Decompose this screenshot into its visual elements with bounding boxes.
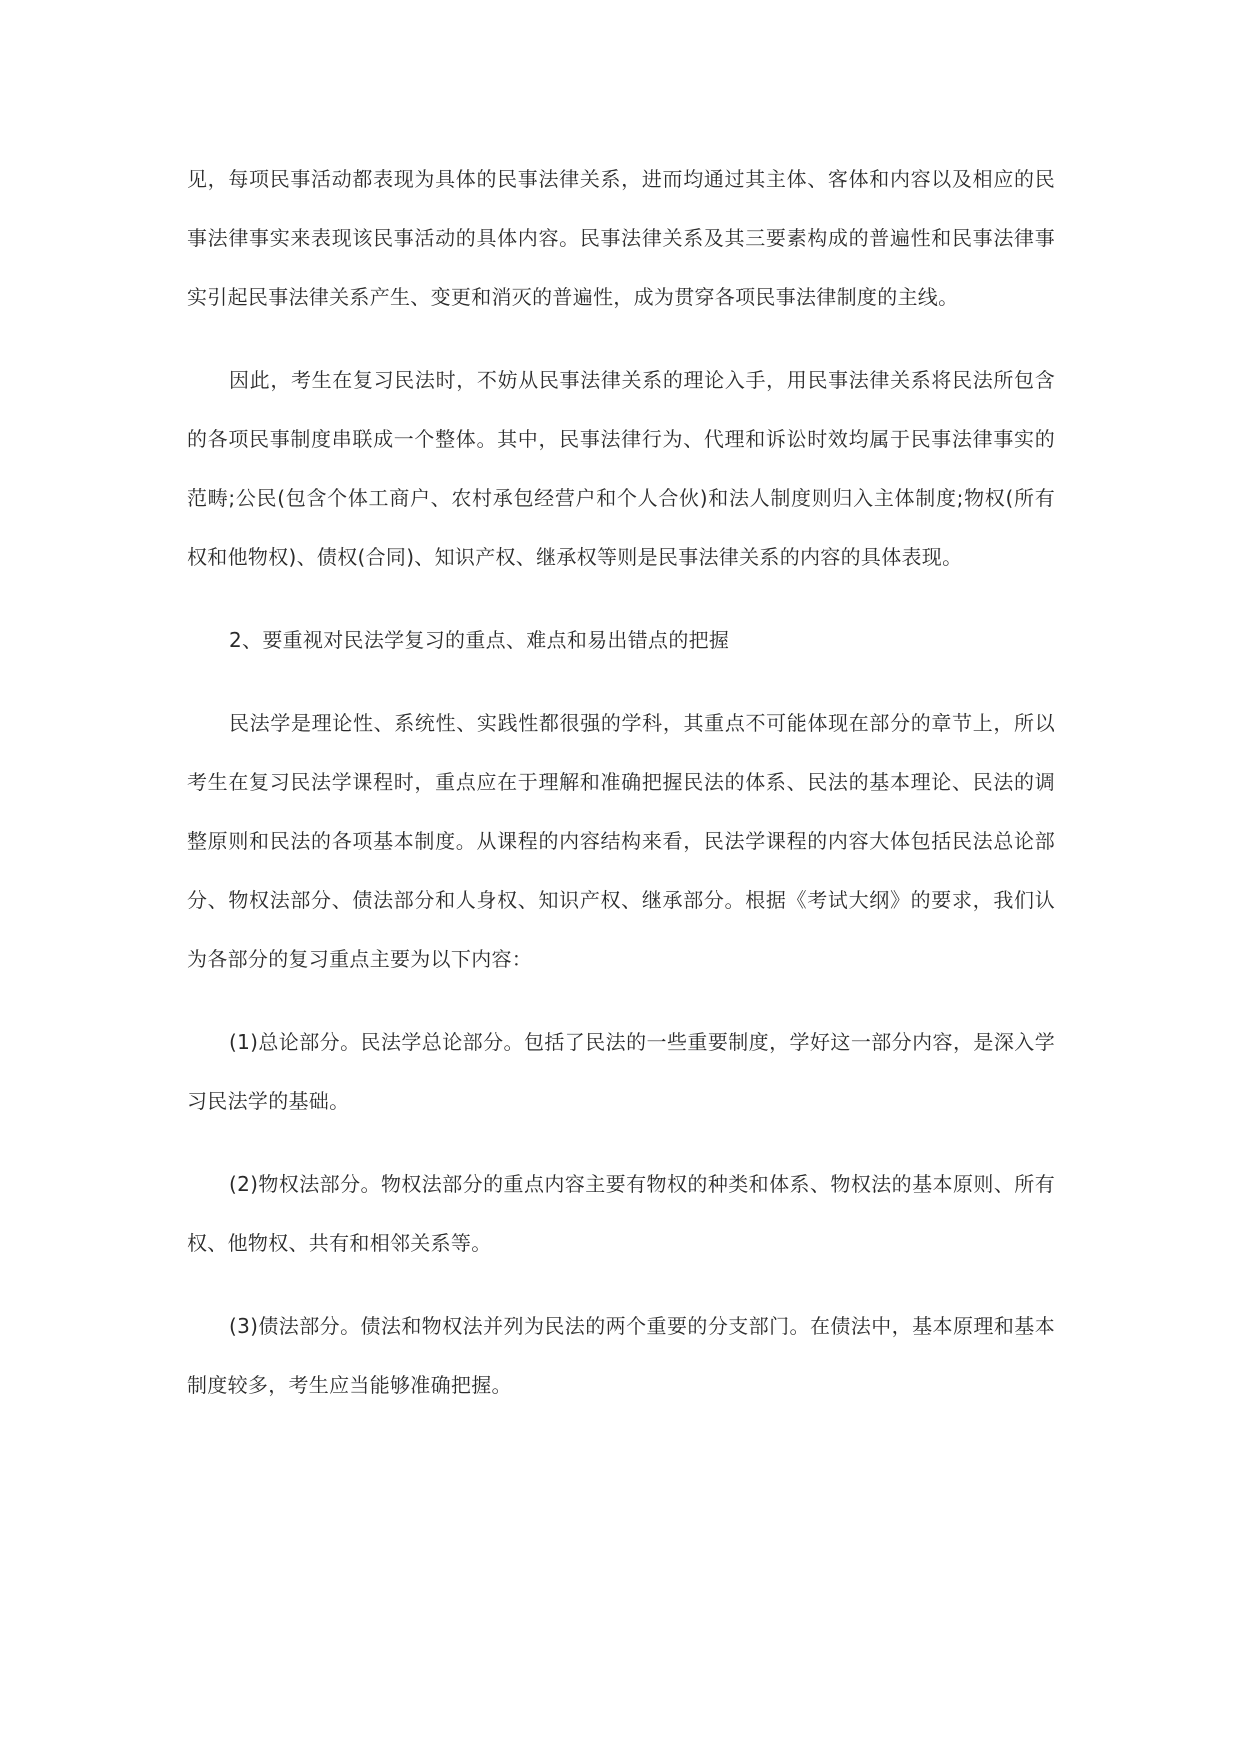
list-item-obligations-law: (3)债法部分。债法和物权法并列为民法的两个重要的分支部门。在债法中，基本原理和基本制度较多，考生应当能够准确把握。: [187, 1314, 1055, 1397]
paragraph-review-focus: 民法学是理论性、系统性、实践性都很强的学科，其重点不可能体现在部分的章节上，所以考生在复习民法学课程时，重点应在于理解和准确把握民法的体系、民法的基本理论、民法的调整原则和民法的各项基本制度。从课程的内容结构来看，民法学课程的内容大体包括民法总论部分、物权法部分、债法部分和人身权、知识产权、继承部分。根据《考试大纲》的要求，我们认为各部分的复习重点主要为以下内容：: [187, 711, 1055, 971]
list-item-property-law: (2)物权法部分。物权法部分的重点内容主要有物权的种类和体系、物权法的基本原则、所有权、他物权、共有和相邻关系等。: [187, 1172, 1055, 1255]
document-body: [187, 150, 1055, 1415]
paragraph-civil-relations-approach: 因此，考生在复习民法时，不妨从民事法律关系的理论入手，用民事法律关系将民法所包含的各项民事制度串联成一个整体。其中，民事法律行为、代理和诉讼时效均属于民事法律事实的范畴;公民(包含个体工商户、农村承包经营户和个人合伙)和法人制度则归入主体制度;物权(所有权和他物权)、债权(合同)、知识产权、继承权等则是民事法律关系的内容的具体表现。: [187, 368, 1055, 569]
paragraph-continuation: 见，每项民事活动都表现为具体的民事法律关系，进而均通过其主体、客体和内容以及相应的民事法律事实来表现该民事活动的具体内容。民事法律关系及其三要素构成的普遍性和民事法律事实引起民事法律关系产生、变更和消灭的普遍性，成为贯穿各项民事法律制度的主线。: [187, 167, 1055, 309]
section-heading-key-points: 2、要重视对民法学复习的重点、难点和易出错点的把握: [229, 628, 730, 652]
list-item-general-part: (1)总论部分。民法学总论部分。包括了民法的一些重要制度，学好这一部分内容，是深入学习民法学的基础。: [187, 1030, 1055, 1113]
